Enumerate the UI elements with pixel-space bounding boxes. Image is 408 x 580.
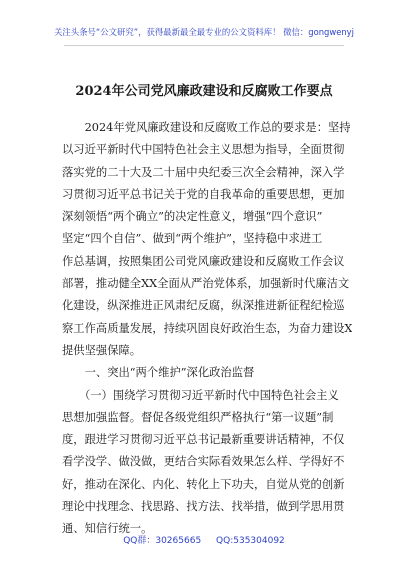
body-line: 坚定“四个自信”、做到“两个维护”，坚持稳中求进工 xyxy=(62,232,323,246)
body-line: 看学没学、做没做，更结合实际看效果怎么样、学得好不 xyxy=(62,455,345,469)
footer-contact xyxy=(0,533,408,546)
footer-qq-group: QQ群：30265665 xyxy=(123,536,202,546)
header-note: 关注头条号“公文研究”，获得最新最全最专业的公文资料库！ 微信：gongwenyj xyxy=(54,27,354,37)
body-line: 习贯彻习近平总书记关于党的自我革命的重要思想，更加 xyxy=(62,187,345,201)
body-line: 好，推动在深化、内化、转化上下功夫，自觉从党的创新 xyxy=(62,477,345,491)
section-heading: 一、突出“两个维护”深化政治监督 xyxy=(62,366,255,380)
body-line: 2024年党风廉政建设和反腐败工作总的要求是：坚持 xyxy=(62,121,351,134)
document-title: 2024年公司党风廉政建设和反腐败工作要点 xyxy=(75,84,333,99)
body-line: 深刻领悟“两个确立”的决定性意义，增强“四个意识” xyxy=(62,210,323,224)
body-line: 察工作高质量发展，持续巩固良好政治生态，为奋力建设X xyxy=(62,321,352,335)
body-line: 作总基调，按照集团公司党风廉政建设和反腐败工作会议 xyxy=(62,254,345,268)
body-line: 度，跟进学习贯彻习近平总书记最新重要讲话精神，不仅 xyxy=(62,433,345,447)
body-line: 理论中找理念、找思路、找方法、找举措，做到学思用贯 xyxy=(62,500,345,514)
header-divider xyxy=(64,45,344,46)
body-line: 以习近平新时代中国特色社会主义思想为指导，全面贯彻 xyxy=(62,143,345,157)
body-line: （一）围绕学习贯彻习近平新时代中国特色社会主义 xyxy=(62,388,339,402)
body-line: 部署，推动健全XX全面从严治党体系，加强新时代廉洁文 xyxy=(62,277,350,291)
footer-qq-number: QQ:535304092 xyxy=(216,536,285,546)
body-line: 提供坚强保障。 xyxy=(62,343,142,357)
body-line: 思想加强监督。督促各级党组织严格执行“第一议题”制 xyxy=(62,410,334,424)
body-line: 落实党的二十大及二十届中央纪委三次全会精神，深入学 xyxy=(62,165,345,179)
document-body xyxy=(62,117,352,541)
body-line: 通、知信行统一。 xyxy=(62,522,153,536)
body-line: 化建设，纵深推进正风肃纪反腐，纵深推进新征程纪检巡 xyxy=(62,299,345,313)
